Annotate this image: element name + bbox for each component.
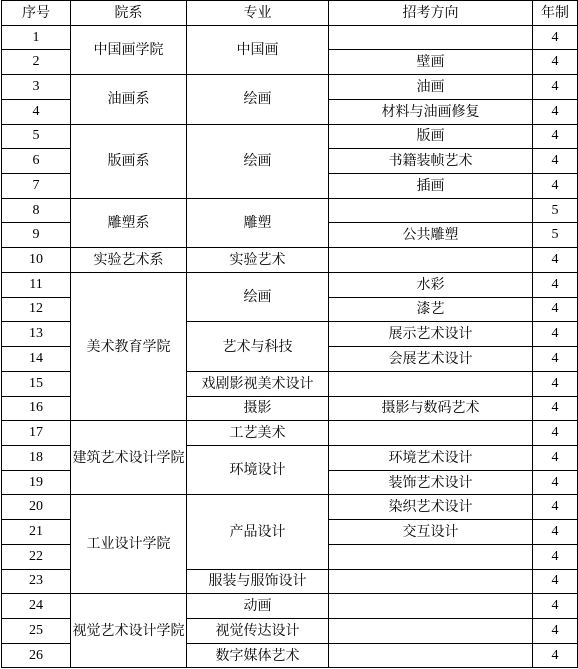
major-cell: 视觉传达设计 [187, 618, 329, 643]
direction-cell: 公共雕塑 [329, 223, 533, 248]
school-cell: 美术教育学院 [71, 272, 187, 420]
row-index: 17 [2, 421, 71, 446]
years-cell: 4 [533, 421, 578, 446]
direction-cell: 油画 [329, 75, 533, 100]
years-cell: 4 [533, 396, 578, 421]
row-index: 4 [2, 99, 71, 124]
years-cell: 4 [533, 569, 578, 594]
direction-cell [329, 618, 533, 643]
program-table [1, 0, 578, 668]
row-index: 6 [2, 149, 71, 174]
major-cell: 环境设计 [187, 445, 329, 494]
row-index: 13 [2, 322, 71, 347]
direction-cell: 书籍装帧艺术 [329, 149, 533, 174]
years-cell: 4 [533, 272, 578, 297]
years-cell: 5 [533, 198, 578, 223]
years-cell: 4 [533, 149, 578, 174]
row-index: 7 [2, 174, 71, 199]
row-index: 12 [2, 297, 71, 322]
direction-cell: 装饰艺术设计 [329, 470, 533, 495]
direction-cell [329, 544, 533, 569]
direction-cell: 插画 [329, 174, 533, 199]
years-cell: 4 [533, 347, 578, 372]
table-row [2, 248, 578, 273]
major-cell: 雕塑 [187, 198, 329, 247]
direction-cell: 展示艺术设计 [329, 322, 533, 347]
header-row [2, 1, 578, 26]
direction-cell: 壁画 [329, 50, 533, 75]
row-index: 11 [2, 272, 71, 297]
years-cell: 4 [533, 322, 578, 347]
years-cell: 4 [533, 75, 578, 100]
years-cell: 4 [533, 618, 578, 643]
major-cell: 数字媒体艺术 [187, 643, 329, 668]
direction-cell: 版画 [329, 124, 533, 149]
years-cell: 4 [533, 50, 578, 75]
row-index: 15 [2, 371, 71, 396]
direction-cell [329, 569, 533, 594]
header-major: 专业 [187, 1, 329, 26]
major-cell: 戏剧影视美术设计 [187, 371, 329, 396]
direction-cell [329, 643, 533, 668]
school-cell: 工业设计学院 [71, 495, 187, 594]
table-row [2, 594, 578, 619]
school-cell: 油画系 [71, 75, 187, 124]
row-index: 8 [2, 198, 71, 223]
direction-cell: 漆艺 [329, 297, 533, 322]
table-row [2, 75, 578, 100]
school-cell: 中国画学院 [71, 25, 187, 74]
header-school: 院系 [71, 1, 187, 26]
direction-cell: 摄影与数码艺术 [329, 396, 533, 421]
years-cell: 4 [533, 99, 578, 124]
years-cell: 4 [533, 470, 578, 495]
row-index: 3 [2, 75, 71, 100]
direction-cell: 材料与油画修复 [329, 99, 533, 124]
direction-cell [329, 25, 533, 50]
major-cell: 绘画 [187, 272, 329, 321]
school-cell: 视觉艺术设计学院 [71, 594, 187, 668]
table-row [2, 495, 578, 520]
row-index: 1 [2, 25, 71, 50]
school-cell: 雕塑系 [71, 198, 187, 247]
years-cell: 5 [533, 223, 578, 248]
direction-cell [329, 248, 533, 273]
table-row [2, 421, 578, 446]
years-cell: 4 [533, 594, 578, 619]
row-index: 18 [2, 445, 71, 470]
major-cell: 摄影 [187, 396, 329, 421]
major-cell: 中国画 [187, 25, 329, 74]
major-cell: 绘画 [187, 75, 329, 124]
years-cell: 4 [533, 248, 578, 273]
school-cell: 版画系 [71, 124, 187, 198]
row-index: 22 [2, 544, 71, 569]
row-index: 5 [2, 124, 71, 149]
row-index: 2 [2, 50, 71, 75]
row-index: 10 [2, 248, 71, 273]
years-cell: 4 [533, 445, 578, 470]
row-index: 26 [2, 643, 71, 668]
direction-cell [329, 198, 533, 223]
years-cell: 4 [533, 371, 578, 396]
direction-cell: 会展艺术设计 [329, 347, 533, 372]
table-row [2, 272, 578, 297]
direction-cell: 环境艺术设计 [329, 445, 533, 470]
row-index: 20 [2, 495, 71, 520]
header-years: 年制 [533, 1, 578, 26]
header-direction: 招考方向 [329, 1, 533, 26]
row-index: 14 [2, 347, 71, 372]
years-cell: 4 [533, 495, 578, 520]
school-cell: 建筑艺术设计学院 [71, 421, 187, 495]
years-cell: 4 [533, 174, 578, 199]
school-cell: 实验艺术系 [71, 248, 187, 273]
years-cell: 4 [533, 520, 578, 545]
table-row [2, 25, 578, 50]
row-index: 25 [2, 618, 71, 643]
row-index: 23 [2, 569, 71, 594]
direction-cell [329, 421, 533, 446]
row-index: 24 [2, 594, 71, 619]
direction-cell: 交互设计 [329, 520, 533, 545]
direction-cell: 染织艺术设计 [329, 495, 533, 520]
row-index: 16 [2, 396, 71, 421]
major-cell: 服装与服饰设计 [187, 569, 329, 594]
years-cell: 4 [533, 25, 578, 50]
major-cell: 动画 [187, 594, 329, 619]
row-index: 21 [2, 520, 71, 545]
major-cell: 实验艺术 [187, 248, 329, 273]
major-cell: 艺术与科技 [187, 322, 329, 371]
table-row [2, 124, 578, 149]
table-row [2, 198, 578, 223]
header-index: 序号 [2, 1, 71, 26]
years-cell: 4 [533, 544, 578, 569]
years-cell: 4 [533, 297, 578, 322]
years-cell: 4 [533, 124, 578, 149]
major-cell: 工艺美术 [187, 421, 329, 446]
row-index: 9 [2, 223, 71, 248]
major-cell: 产品设计 [187, 495, 329, 569]
direction-cell: 水彩 [329, 272, 533, 297]
years-cell: 4 [533, 643, 578, 668]
major-cell: 绘画 [187, 124, 329, 198]
row-index: 19 [2, 470, 71, 495]
direction-cell [329, 371, 533, 396]
direction-cell [329, 594, 533, 619]
